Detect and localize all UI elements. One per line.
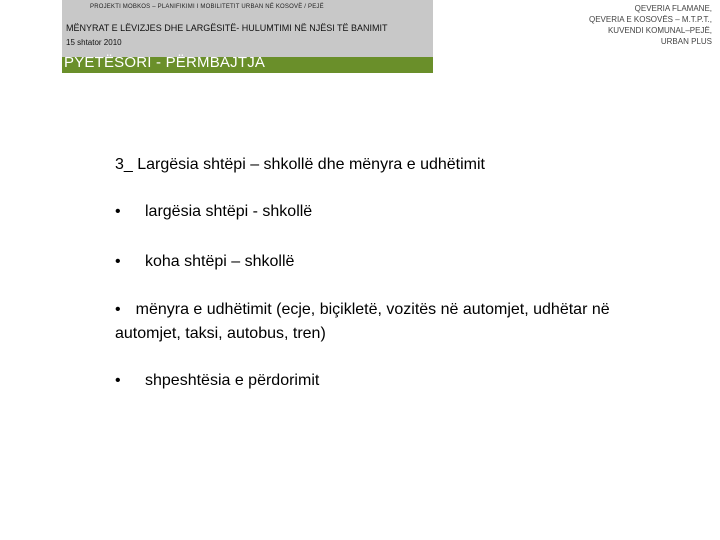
organization-block — [472, 3, 712, 47]
bullet-icon: • — [115, 301, 121, 318]
list-item-text: koha shtëpi – shkollë — [145, 253, 295, 270]
list-item-text: mënyra e udhëtimit (ecje, biçikletë, vozitës në automjet, udhëtar në automjet, taksi, autobus, tren) — [115, 301, 610, 342]
org-line: QEVERIA FLAMANE, — [634, 4, 712, 13]
list-item — [115, 298, 655, 346]
bullet-icon: • — [115, 253, 121, 270]
document-date: 15 shtator 2010 — [66, 38, 122, 47]
document-subtitle: MËNYRAT E LËVIZJES DHE LARGËSITË- HULUMTIMI NË NJËSI TË BANIMIT — [66, 23, 388, 33]
org-line: URBAN PLUS — [660, 37, 712, 46]
org-line: QEVERIA E KOSOVËS – M.T.P.T., — [588, 15, 712, 24]
org-line: KUVENDI KOMUNAL–PEJË, — [607, 26, 712, 35]
list-item-text: shpeshtësia e përdorimit — [145, 372, 320, 389]
list-item-text: largësia shtëpi - shkollë — [145, 203, 313, 220]
content-heading: 3_ Largësia shtëpi – shkollë dhe mënyra e udhëtimit — [115, 156, 485, 173]
bullet-icon: • — [115, 203, 121, 220]
bullet-icon: • — [115, 372, 121, 389]
section-title: PYETËSORI - PËRMBAJTJA — [64, 54, 266, 71]
project-line: PROJEKTI MOBKOS – PLANIFIKIMI I MOBILITETIT URBAN NË KOSOVË / PEJË — [90, 4, 324, 10]
